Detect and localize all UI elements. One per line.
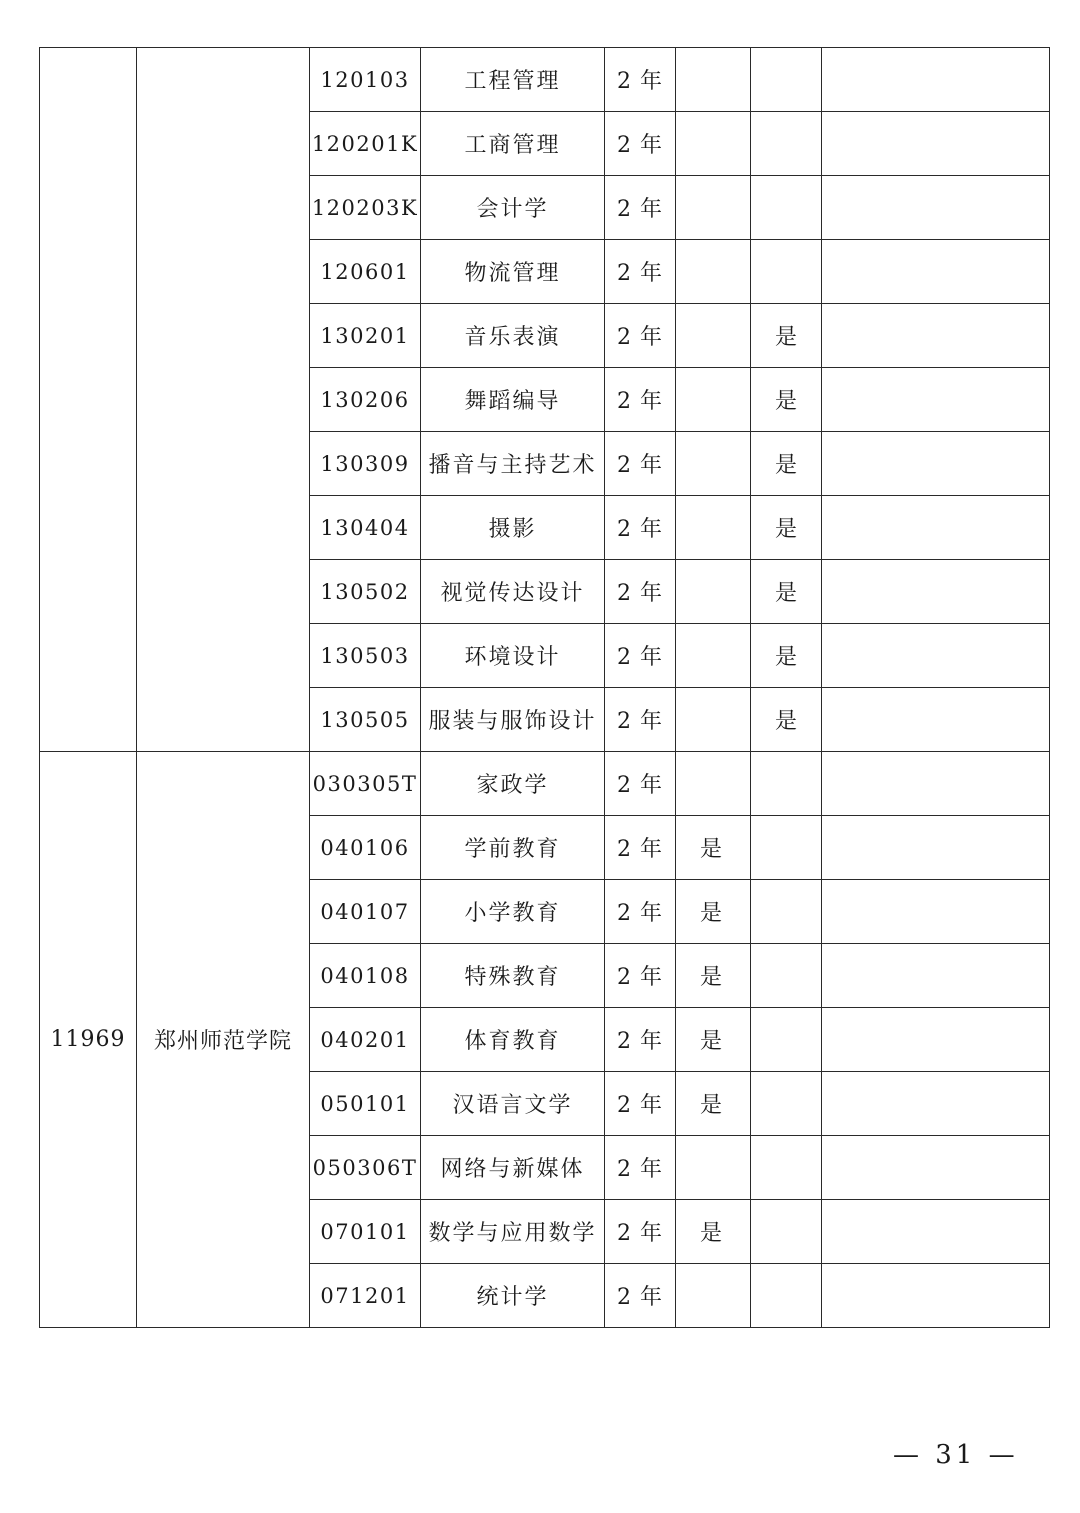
major-code-cell: 030305T	[310, 752, 421, 816]
institution-code-cell: 11969	[40, 752, 137, 1328]
flag-a-cell: 是	[676, 1072, 751, 1136]
flag-a-cell: 是	[676, 944, 751, 1008]
duration-cell: 2 年	[605, 176, 676, 240]
duration-cell: 2 年	[605, 560, 676, 624]
flag-b-cell	[751, 1136, 822, 1200]
major-name-cell: 物流管理	[421, 240, 605, 304]
flag-a-cell	[676, 112, 751, 176]
flag-a-cell	[676, 1264, 751, 1328]
remarks-cell	[822, 624, 1050, 688]
major-name-cell: 工程管理	[421, 48, 605, 112]
flag-b-cell	[751, 944, 822, 1008]
major-code-cell: 130206	[310, 368, 421, 432]
major-code-cell: 050101	[310, 1072, 421, 1136]
duration-cell: 2 年	[605, 48, 676, 112]
remarks-cell	[822, 1264, 1050, 1328]
duration-cell: 2 年	[605, 1008, 676, 1072]
duration-cell: 2 年	[605, 944, 676, 1008]
duration-cell: 2 年	[605, 816, 676, 880]
flag-a-cell	[676, 432, 751, 496]
remarks-cell	[822, 880, 1050, 944]
flag-b-cell	[751, 1072, 822, 1136]
flag-b-cell	[751, 816, 822, 880]
flag-b-cell	[751, 112, 822, 176]
flag-a-cell	[676, 688, 751, 752]
major-code-cell: 130503	[310, 624, 421, 688]
major-name-cell: 会计学	[421, 176, 605, 240]
table-row	[40, 752, 1050, 816]
major-name-cell: 统计学	[421, 1264, 605, 1328]
duration-cell: 2 年	[605, 1136, 676, 1200]
duration-cell: 2 年	[605, 368, 676, 432]
remarks-cell	[822, 752, 1050, 816]
major-name-cell: 体育教育	[421, 1008, 605, 1072]
page-number: — 31 —	[893, 1440, 1019, 1470]
major-code-cell: 040201	[310, 1008, 421, 1072]
remarks-cell	[822, 496, 1050, 560]
major-name-cell: 数学与应用数学	[421, 1200, 605, 1264]
flag-b-cell: 是	[751, 432, 822, 496]
flag-b-cell: 是	[751, 368, 822, 432]
flag-a-cell	[676, 624, 751, 688]
flag-a-cell	[676, 304, 751, 368]
major-code-cell: 130404	[310, 496, 421, 560]
major-name-cell: 播音与主持艺术	[421, 432, 605, 496]
major-name-cell: 摄影	[421, 496, 605, 560]
duration-cell: 2 年	[605, 304, 676, 368]
major-name-cell: 汉语言文学	[421, 1072, 605, 1136]
major-code-cell: 071201	[310, 1264, 421, 1328]
flag-b-cell: 是	[751, 624, 822, 688]
remarks-cell	[822, 48, 1050, 112]
flag-b-cell	[751, 176, 822, 240]
remarks-cell	[822, 432, 1050, 496]
institution-code-cell	[40, 48, 137, 752]
duration-cell: 2 年	[605, 432, 676, 496]
major-name-cell: 学前教育	[421, 816, 605, 880]
flag-b-cell	[751, 240, 822, 304]
flag-a-cell: 是	[676, 880, 751, 944]
duration-cell: 2 年	[605, 240, 676, 304]
major-name-cell: 舞蹈编导	[421, 368, 605, 432]
major-code-cell: 040108	[310, 944, 421, 1008]
remarks-cell	[822, 1072, 1050, 1136]
remarks-cell	[822, 304, 1050, 368]
major-code-cell: 070101	[310, 1200, 421, 1264]
duration-cell: 2 年	[605, 496, 676, 560]
remarks-cell	[822, 1136, 1050, 1200]
flag-a-cell	[676, 368, 751, 432]
flag-a-cell	[676, 560, 751, 624]
major-name-cell: 服装与服饰设计	[421, 688, 605, 752]
flag-a-cell	[676, 496, 751, 560]
major-name-cell: 音乐表演	[421, 304, 605, 368]
major-name-cell: 特殊教育	[421, 944, 605, 1008]
major-code-cell: 130309	[310, 432, 421, 496]
remarks-cell	[822, 560, 1050, 624]
major-code-cell: 130502	[310, 560, 421, 624]
duration-cell: 2 年	[605, 624, 676, 688]
flag-b-cell	[751, 1200, 822, 1264]
remarks-cell	[822, 112, 1050, 176]
flag-a-cell	[676, 240, 751, 304]
duration-cell: 2 年	[605, 1072, 676, 1136]
flag-b-cell	[751, 752, 822, 816]
duration-cell: 2 年	[605, 112, 676, 176]
table-row	[40, 48, 1050, 112]
major-code-cell: 130201	[310, 304, 421, 368]
major-name-cell: 工商管理	[421, 112, 605, 176]
flag-a-cell: 是	[676, 1008, 751, 1072]
major-name-cell: 环境设计	[421, 624, 605, 688]
majors-table	[39, 47, 1050, 1328]
duration-cell: 2 年	[605, 688, 676, 752]
remarks-cell	[822, 1200, 1050, 1264]
major-name-cell: 小学教育	[421, 880, 605, 944]
major-code-cell: 120103	[310, 48, 421, 112]
flag-a-cell	[676, 1136, 751, 1200]
flag-b-cell: 是	[751, 496, 822, 560]
flag-b-cell	[751, 1264, 822, 1328]
major-code-cell: 050306T	[310, 1136, 421, 1200]
remarks-cell	[822, 240, 1050, 304]
major-code-cell: 120203K	[310, 176, 421, 240]
flag-a-cell	[676, 752, 751, 816]
flag-a-cell: 是	[676, 816, 751, 880]
major-code-cell: 040106	[310, 816, 421, 880]
major-name-cell: 视觉传达设计	[421, 560, 605, 624]
major-code-cell: 130505	[310, 688, 421, 752]
flag-a-cell: 是	[676, 1200, 751, 1264]
flag-b-cell	[751, 880, 822, 944]
flag-b-cell	[751, 1008, 822, 1072]
remarks-cell	[822, 688, 1050, 752]
major-name-cell: 网络与新媒体	[421, 1136, 605, 1200]
institution-name-cell	[137, 48, 310, 752]
remarks-cell	[822, 1008, 1050, 1072]
major-code-cell: 120601	[310, 240, 421, 304]
remarks-cell	[822, 944, 1050, 1008]
remarks-cell	[822, 176, 1050, 240]
remarks-cell	[822, 816, 1050, 880]
major-code-cell: 120201K	[310, 112, 421, 176]
remarks-cell	[822, 368, 1050, 432]
flag-b-cell: 是	[751, 304, 822, 368]
flag-a-cell	[676, 48, 751, 112]
duration-cell: 2 年	[605, 1200, 676, 1264]
duration-cell: 2 年	[605, 1264, 676, 1328]
flag-b-cell: 是	[751, 688, 822, 752]
majors-table-body	[40, 48, 1050, 1328]
flag-b-cell: 是	[751, 560, 822, 624]
institution-name-cell: 郑州师范学院	[137, 752, 310, 1328]
flag-b-cell	[751, 48, 822, 112]
duration-cell: 2 年	[605, 880, 676, 944]
major-name-cell: 家政学	[421, 752, 605, 816]
flag-a-cell	[676, 176, 751, 240]
major-code-cell: 040107	[310, 880, 421, 944]
duration-cell: 2 年	[605, 752, 676, 816]
